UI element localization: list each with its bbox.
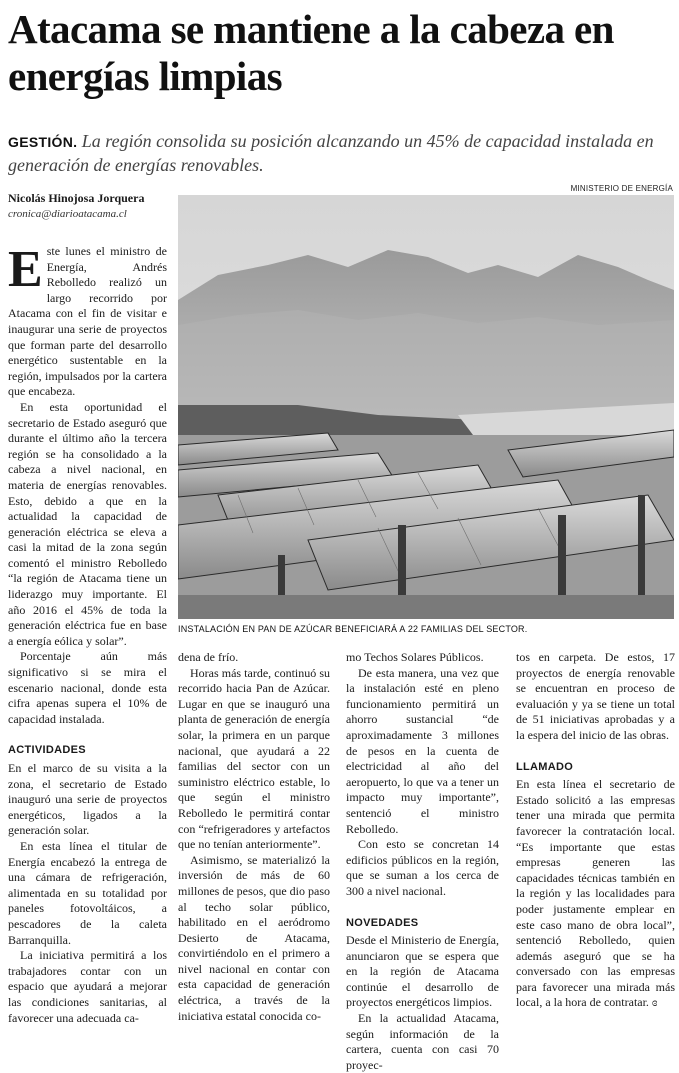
paragraph: Asimismo, se materializó la inversión de más de 60 millones de pesos, que dio paso al techo solar público, habilitado en el aeródromo Desierto de Atacama, convirtiéndolo en el primero a nivel nacional en contar con esta capacidad de generación eléctrica, a través de la iniciativa estatal conocida co- (178, 852, 330, 1023)
paragraph: dena de frío. (178, 650, 239, 664)
paragraph: Porcentaje aún más significativo si se mira el escenario nacional, donde esta cifra apenas supera el 10% de capacidad instalada. (8, 649, 167, 726)
paragraph: tos en carpeta. De estos, 17 proyectos de energía renovable se encuentran en proceso de evaluación y ya se tiene un total de 51 iniciativas aprobadas y a la espera del inicio de las obras. (516, 650, 675, 742)
lead-paragraph: Este lunes el ministro de Energía, Andrés Rebolledo realizó un largo recorrido por Atacama con el fin de visitar e inaugurar una serie de proyectos que forman parte del desarrollo energético sustentable en la región, impulsados por la cartera que encabeza. (8, 241, 167, 399)
paragraph: Con esto se concretan 14 edificios públicos en la región, que se suman a los cerca de 300 a nivel nacional. (346, 837, 499, 898)
deck (8, 130, 673, 177)
headline: Atacama se mantiene a la cabeza en energías limpias (8, 6, 614, 99)
section-heading-actividades: ACTIVIDADES (8, 744, 86, 757)
photo-credit: MINISTERIO DE ENERGÍA (570, 184, 673, 193)
deck-text: La región consolida su posición alcanzando un 45% de capacidad instalada en generación de energías renovables. (8, 131, 654, 175)
article-column-4 (516, 650, 675, 1011)
paragraph: Desde el Ministerio de Energía, anunciaron que se espera que en la región de Atacama continúe el desarrollo de proyectos energéticos limpios. (346, 933, 499, 1010)
section-heading-llamado: LLAMADO (516, 760, 574, 773)
section-heading-novedades: NOVEDADES (346, 916, 419, 929)
paragraph: mo Techos Solares Públicos. (346, 650, 484, 664)
paragraph: En la actualidad Atacama, según información de la cartera, cuenta con casi 70 proyec- (346, 1011, 499, 1072)
article-column-1 (8, 241, 167, 1026)
paragraph: En el marco de su visita a la zona, el secretario de Estado inauguró una serie de proyectos energéticos, ligados a la generación solar. (8, 761, 167, 838)
paragraph: De esta manera, una vez que la instalación esté en pleno funcionamiento permitirá un ahorro sustancial “de aproximadamente 3 millones de pesos en la cuenta de electricidad al año del aeropuerto, lo que va a tener un impacto muy importante”, sentenció el ministro Rebolledo. (346, 665, 499, 836)
byline-email: cronica@diarioatacama.cl (8, 208, 127, 220)
paragraph: La iniciativa permitirá a los trabajadores contar con un espacio que ayudará a mejorar las condiciones sanitarias, al favorecer una adecuada ca- (8, 948, 167, 1025)
byline-author: Nicolás Hinojosa Jorquera (8, 191, 145, 205)
paragraph: Horas más tarde, continuó su recorrido hacia Pan de Azúcar. Lugar en que se inauguró una planta de generación de energía solar, la primera en un parque nacional, que ayudará a 22 familias del sector con un suministro eléctrico estable, lo que según el ministro Rebolledo le permitirá contar con “refrigeradores y artefactos que no tenían anteriormente”. (178, 665, 330, 852)
paragraph: En esta oportunidad el secretario de Estado aseguró que durante el último año la tercera región se ha consolidado a la cabeza a nivel nacional, en materia de energías renovables. Esto, debido a que en la actualidad la capacidad de generación eléctrica se eleva a casi la mitad de la zona según comentó el ministro Rebolledo “la región de Atacama tiene un liderazgo muy importante. El año 2016 el 45% de toda la generación eléctrica fue en base a energía eólica y solar”. (8, 399, 167, 648)
byline (8, 191, 144, 220)
drop-cap: E (8, 241, 43, 298)
end-mark-icon: ɞ (651, 995, 658, 1010)
paragraph: En esta línea el secretario de Estado solicitó a las empresas tener una mirada que permita favorecer la contratación local. “Es importante que estas empresas generen las capacidades técnicas también en la región y las localidades para poder justamente emplear en este caso mano de obra local”, sentenció Rebolledo, quien además aseguró que se ha conversado con las empresas para favorecer una mirada más local, a la hora de contratar. ɞ (516, 777, 675, 1010)
article-column-3 (346, 650, 499, 1073)
paragraph: En esta línea el titular de Energía encabezó la entrega de una cámara de refrigeración, alimentada en su totalidad por paneles fotovoltáicos, a pescadores de la caleta Barranquilla. (8, 838, 167, 947)
article-column-2 (178, 650, 330, 1024)
photo-caption: INSTALACIÓN EN PAN DE AZÚCAR BENEFICIARÁ A 22 FAMILIAS DEL SECTOR. (178, 624, 528, 634)
deck-kicker: GESTIÓN. (8, 134, 78, 150)
solar-panels-photo (178, 195, 674, 619)
